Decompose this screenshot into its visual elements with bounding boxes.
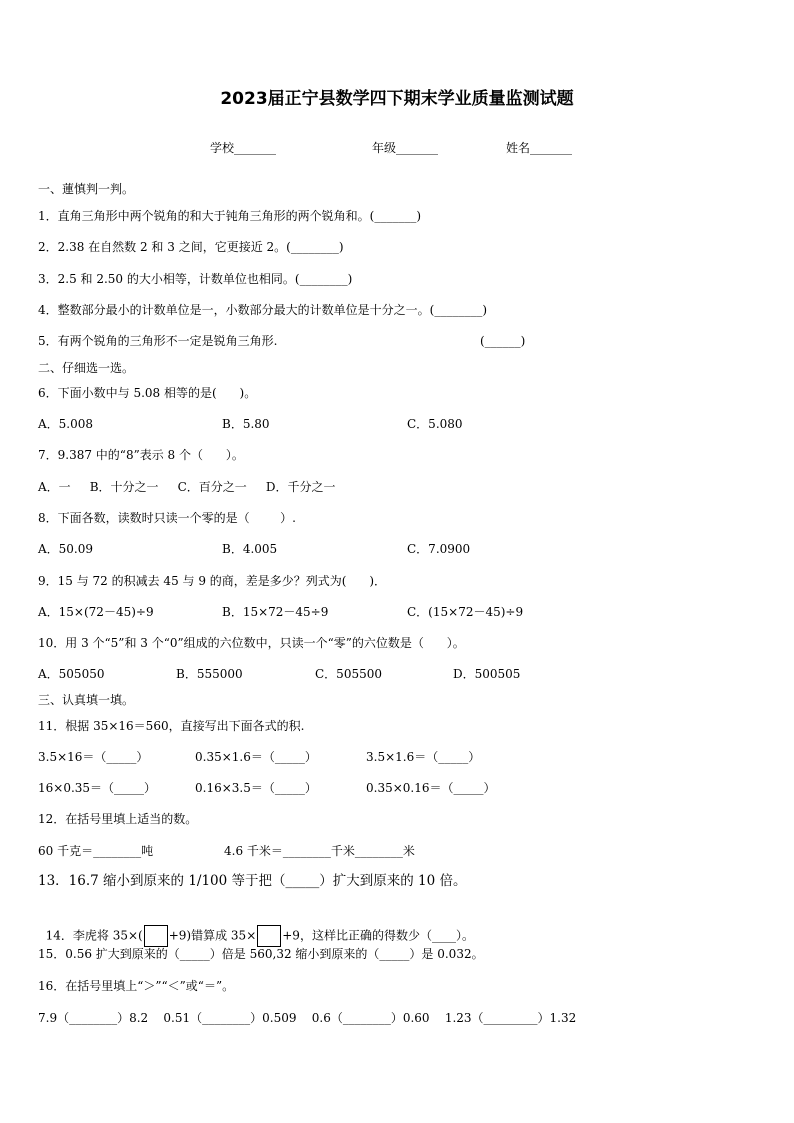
section-heading-2: 二、仔细选一选。 xyxy=(38,361,135,375)
question-13: 13．16.7 缩小到原来的 1/100 等于把（_____）扩大到原来的 10 倍。 xyxy=(38,873,467,889)
question-1: 1．直角三角形中两个锐角的和大于钝角三角形的两个锐角和。(_______) xyxy=(38,209,422,223)
question-2: 2．2.38 在自然数 2 和 3 之间，它更接近 2。(________) xyxy=(38,240,344,254)
question-10-option-b: B．555000 xyxy=(176,667,243,681)
question-12-item-1: 60 千克＝________吨 xyxy=(38,844,154,858)
section-heading-1: 一、蓮慎判一判。 xyxy=(38,182,135,196)
question-10-option-a: A．505050 xyxy=(38,667,105,681)
question-14 xyxy=(38,909,474,947)
grade-field: 年级_______ xyxy=(372,141,439,155)
question-12-item-2: 4.6 千米＝________千米________米 xyxy=(224,844,415,858)
question-11-item-1: 3.5×16＝（_____） xyxy=(38,750,149,764)
section-heading-3: 三、认真填一填。 xyxy=(38,693,135,707)
question-11-item-6: 0.35×0.16＝（_____） xyxy=(366,781,496,795)
question-10-option-d: D．500505 xyxy=(453,667,521,681)
question-9-option-c: C．(15×72－45)÷9 xyxy=(407,605,524,619)
name-field: 姓名_______ xyxy=(506,141,573,155)
question-8: 8．下面各数，读数时只读一个零的是（ ）. xyxy=(38,511,296,525)
question-10-option-c: C．505500 xyxy=(315,667,382,681)
question-3: 3．2.5 和 2.50 的大小相等，计数单位也相同。(________) xyxy=(38,272,353,286)
question-6-option-c: C．5.080 xyxy=(407,417,463,431)
question-7-options: A．一 B．十分之一 C．百分之一 D．千分之一 xyxy=(38,480,336,494)
question-4: 4．整数部分最小的计数单位是一，小数部分最大的计数单位是十分之一。(________) xyxy=(38,303,488,317)
question-14-part-b: +9)错算成 35× xyxy=(168,928,257,943)
question-8-option-c: C．7.0900 xyxy=(407,542,471,556)
question-7: 7．9.387 中的“8”表示 8 个（ ）。 xyxy=(38,448,244,462)
question-9: 9．15 与 72 的积减去 45 与 9 的商，差是多少？列式为( )． xyxy=(38,574,387,588)
question-9-option-b: B．15×72－45÷9 xyxy=(222,605,329,619)
question-11-item-4: 16×0.35＝（_____） xyxy=(38,781,157,795)
question-14-part-a: 14．李虎将 35×( xyxy=(45,928,143,943)
question-12: 12．在括号里填上适当的数。 xyxy=(38,812,198,826)
question-11-item-3: 3.5×1.6＝（_____） xyxy=(366,750,481,764)
school-field: 学校_______ xyxy=(210,141,277,155)
question-5: 5．有两个锐角的三角形不一定是锐角三角形. xyxy=(38,334,278,348)
question-10: 10．用 3 个“5”和 3 个“0”组成的六位数中，只读一个“零”的六位数是（ ）。 xyxy=(38,636,465,650)
question-8-option-a: A．50.09 xyxy=(38,542,94,556)
question-11: 11．根据 35×16＝560，直接写出下面各式的积. xyxy=(38,719,305,733)
question-6-option-b: B．5.80 xyxy=(222,417,270,431)
question-16-row: 7.9（________）8.2 0.51（________）0.509 0.6（________）0.60 1.23（_________）1.32 xyxy=(38,1011,577,1025)
question-9-option-a: A．15×(72－45)÷9 xyxy=(38,605,154,619)
question-16: 16．在括号里填上“＞”“＜”或“＝”。 xyxy=(38,979,235,993)
answer-box xyxy=(144,925,168,947)
answer-box xyxy=(257,925,281,947)
question-6: 6．下面小数中与 5.08 相等的是( )。 xyxy=(38,386,257,400)
question-15: 15．0.56 扩大到原来的（_____）倍是 560,32 缩小到原来的（_____）是 0.032。 xyxy=(38,947,484,961)
question-8-option-b: B．4.005 xyxy=(222,542,278,556)
question-14-part-c: +9，这样比正确的得数少（____）。 xyxy=(282,928,474,943)
question-6-option-a: A．5.008 xyxy=(38,417,94,431)
question-5-blank: (______) xyxy=(480,334,526,348)
question-11-item-5: 0.16×3.5＝（_____） xyxy=(195,781,317,795)
question-11-item-2: 0.35×1.6＝（_____） xyxy=(195,750,317,764)
page-title: 2023届正宁县数学四下期末学业质量监测试题 xyxy=(220,89,574,109)
